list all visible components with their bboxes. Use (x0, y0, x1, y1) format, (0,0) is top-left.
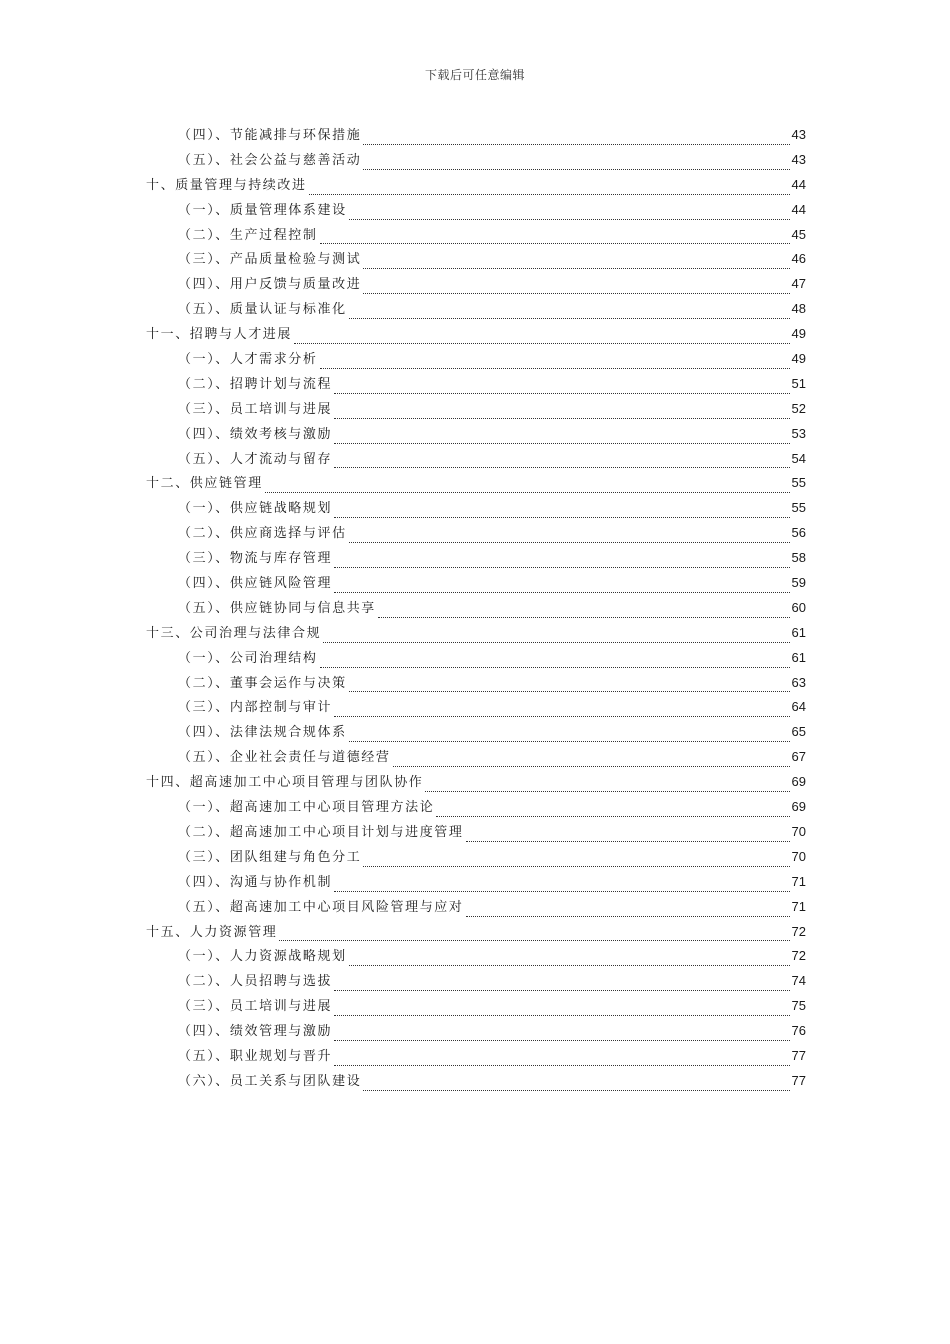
toc-dot-leader (363, 169, 789, 170)
toc-entry-page-number: 70 (791, 823, 806, 839)
toc-entry[interactable] (146, 1070, 806, 1095)
toc-entry-page-number: 61 (791, 649, 806, 665)
toc-entry-title: （三）、物流与库存管理 (178, 551, 333, 567)
toc-entry-page-number: 69 (791, 799, 806, 815)
toc-entry-title: 十五、人力资源管理 (146, 924, 278, 940)
toc-entry[interactable] (146, 846, 806, 871)
toc-entry-title: （六）、员工关系与团队建设 (178, 1073, 362, 1089)
toc-dot-leader (349, 741, 790, 742)
toc-entry[interactable] (146, 448, 806, 473)
toc-entry-page-number: 54 (791, 450, 806, 466)
toc-entry-title: 十三、公司治理与法律合规 (146, 625, 322, 641)
toc-dot-leader (334, 592, 789, 593)
toc-entry-title: （二）、人员招聘与选拔 (178, 974, 333, 990)
toc-entry-page-number: 59 (791, 575, 806, 591)
toc-entry-page-number: 49 (791, 326, 806, 342)
toc-dot-leader (363, 1090, 789, 1091)
toc-dot-leader (466, 841, 790, 842)
toc-dot-leader (349, 318, 790, 319)
toc-entry[interactable] (146, 1020, 806, 1045)
toc-entry-title: （五）、超高速加工中心项目风险管理与应对 (178, 899, 464, 915)
toc-entry-title: （一）、质量管理体系建设 (178, 202, 347, 218)
toc-entry-title: （五）、供应链协同与信息共享 (178, 600, 376, 616)
toc-entry-page-number: 60 (791, 599, 806, 615)
toc-entry-title: （二）、生产过程控制 (178, 227, 318, 243)
toc-dot-leader (334, 716, 789, 717)
toc-entry-title: （四）、沟通与协作机制 (178, 874, 333, 890)
toc-dot-leader (334, 891, 789, 892)
toc-entry-page-number: 77 (791, 1047, 806, 1063)
toc-entry-page-number: 67 (791, 749, 806, 765)
toc-dot-leader (334, 1065, 789, 1066)
toc-dot-leader (363, 144, 789, 145)
toc-dot-leader (334, 418, 789, 419)
toc-dot-leader (378, 617, 790, 618)
toc-entry[interactable] (146, 398, 806, 423)
toc-entry[interactable] (146, 771, 806, 796)
toc-entry[interactable] (146, 124, 806, 149)
toc-entry[interactable] (146, 547, 806, 572)
toc-entry[interactable] (146, 174, 806, 199)
toc-entry-title: （四）、法律法规合规体系 (178, 725, 347, 741)
toc-entry[interactable] (146, 423, 806, 448)
toc-entry-title: 十、质量管理与持续改进 (146, 177, 307, 193)
toc-entry-page-number: 56 (791, 525, 806, 541)
toc-entry-page-number: 70 (791, 848, 806, 864)
toc-entry-page-number: 51 (791, 375, 806, 391)
toc-entry[interactable] (146, 472, 806, 497)
toc-dot-leader (349, 542, 790, 543)
toc-entry-title: （四）、节能减排与环保措施 (178, 128, 362, 143)
toc-entry-title: 十四、超高速加工中心项目管理与团队协作 (146, 775, 424, 791)
toc-entry-title: （一）、供应链战略规划 (178, 501, 333, 517)
toc-entry-title: （三）、员工培训与进展 (178, 999, 333, 1015)
table-of-contents (146, 124, 806, 1095)
toc-entry-title: （三）、团队组建与角色分工 (178, 849, 362, 865)
toc-entry-page-number: 44 (791, 176, 806, 192)
toc-dot-leader (349, 691, 790, 692)
toc-entry[interactable] (146, 796, 806, 821)
toc-dot-leader (323, 642, 789, 643)
toc-entry-page-number: 61 (791, 624, 806, 640)
toc-dot-leader (334, 990, 789, 991)
toc-dot-leader (265, 492, 790, 493)
toc-entry-title: （二）、招聘计划与流程 (178, 376, 333, 392)
toc-entry-page-number: 44 (791, 201, 806, 217)
toc-entry[interactable] (146, 921, 806, 946)
toc-entry[interactable] (146, 721, 806, 746)
toc-entry[interactable] (146, 199, 806, 224)
toc-entry-title: （二）、董事会运作与决策 (178, 675, 347, 691)
toc-entry-title: （一）、人才需求分析 (178, 352, 318, 368)
toc-entry-title: （五）、人才流动与留存 (178, 451, 333, 467)
toc-entry[interactable] (146, 248, 806, 273)
toc-entry-page-number: 58 (791, 550, 806, 566)
toc-entry-title: （一）、超高速加工中心项目管理方法论 (178, 800, 435, 816)
toc-entry[interactable] (146, 896, 806, 921)
toc-entry[interactable] (146, 821, 806, 846)
toc-entry-page-number: 75 (791, 998, 806, 1014)
toc-entry[interactable] (146, 224, 806, 249)
toc-entry[interactable] (146, 497, 806, 522)
toc-dot-leader (363, 293, 789, 294)
toc-entry-page-number: 55 (791, 500, 806, 516)
toc-dot-leader (309, 194, 790, 195)
toc-dot-leader (466, 916, 790, 917)
toc-entry[interactable] (146, 273, 806, 298)
toc-entry-title: （三）、员工培训与进展 (178, 401, 333, 417)
toc-entry-title: （四）、绩效管理与激励 (178, 1024, 333, 1040)
toc-dot-leader (334, 443, 789, 444)
toc-entry-page-number: 49 (791, 351, 806, 367)
toc-entry[interactable] (146, 149, 806, 174)
toc-entry-page-number: 48 (791, 301, 806, 317)
toc-entry-page-number: 64 (791, 699, 806, 715)
toc-entry-title: （五）、职业规划与晋升 (178, 1048, 333, 1064)
toc-dot-leader (349, 965, 790, 966)
toc-entry-page-number: 72 (791, 948, 806, 964)
toc-entry[interactable] (146, 298, 806, 323)
toc-entry-page-number: 47 (791, 276, 806, 292)
toc-entry-page-number: 71 (791, 898, 806, 914)
toc-entry-page-number: 55 (791, 475, 806, 491)
toc-entry[interactable] (146, 373, 806, 398)
toc-entry-title: （一）、公司治理结构 (178, 650, 318, 666)
toc-entry-page-number: 65 (791, 724, 806, 740)
toc-entry[interactable] (146, 696, 806, 721)
toc-entry-title: 十一、招聘与人才进展 (146, 327, 293, 343)
toc-dot-leader (425, 791, 789, 792)
toc-entry-title: （一）、人力资源战略规划 (178, 949, 347, 965)
toc-entry-page-number: 74 (791, 973, 806, 989)
toc-entry-title: （四）、用户反馈与质量改进 (178, 277, 362, 293)
toc-entry-title: 十二、供应链管理 (146, 476, 263, 492)
toc-entry[interactable] (146, 348, 806, 373)
toc-entry[interactable] (146, 672, 806, 697)
toc-dot-leader (320, 243, 790, 244)
toc-dot-leader (334, 1015, 789, 1016)
toc-entry-page-number: 71 (791, 873, 806, 889)
toc-entry-page-number: 53 (791, 425, 806, 441)
toc-dot-leader (334, 567, 789, 568)
toc-entry[interactable] (146, 1045, 806, 1070)
toc-dot-leader (363, 268, 789, 269)
toc-dot-leader (279, 940, 789, 941)
toc-dot-leader (436, 816, 789, 817)
toc-entry[interactable] (146, 995, 806, 1020)
toc-entry-page-number: 63 (791, 674, 806, 690)
toc-entry[interactable] (146, 522, 806, 547)
toc-dot-leader (349, 219, 790, 220)
toc-entry-title: （三）、产品质量检验与测试 (178, 252, 362, 268)
toc-entry[interactable] (146, 970, 806, 995)
toc-entry[interactable] (146, 622, 806, 647)
toc-entry[interactable] (146, 746, 806, 771)
toc-entry-page-number: 45 (791, 226, 806, 242)
toc-entry[interactable] (146, 597, 806, 622)
toc-entry[interactable] (146, 323, 806, 348)
toc-entry-page-number: 77 (791, 1072, 806, 1088)
toc-dot-leader (393, 766, 790, 767)
toc-entry[interactable] (146, 647, 806, 672)
toc-dot-leader (334, 467, 789, 468)
toc-dot-leader (294, 343, 790, 344)
toc-dot-leader (334, 1040, 789, 1041)
toc-entry-title: （四）、绩效考核与激励 (178, 426, 333, 442)
toc-dot-leader (334, 517, 789, 518)
toc-entry-page-number: 46 (791, 251, 806, 267)
toc-entry-page-number: 72 (791, 923, 806, 939)
toc-entry-title: （五）、质量认证与标准化 (178, 302, 347, 318)
page-header: 下载后可任意编辑 (424, 68, 525, 82)
toc-entry-page-number: 43 (791, 127, 806, 142)
toc-entry-title: （四）、供应链风险管理 (178, 576, 333, 592)
toc-entry-title: （五）、企业社会责任与道德经营 (178, 750, 391, 766)
toc-dot-leader (363, 866, 789, 867)
toc-dot-leader (320, 368, 790, 369)
toc-entry-title: （二）、超高速加工中心项目计划与进度管理 (178, 824, 464, 840)
toc-entry[interactable] (146, 945, 806, 970)
toc-dot-leader (334, 393, 789, 394)
toc-entry[interactable] (146, 572, 806, 597)
toc-entry-page-number: 52 (791, 400, 806, 416)
toc-entry-page-number: 76 (791, 1023, 806, 1039)
toc-entry[interactable] (146, 871, 806, 896)
toc-entry-page-number: 69 (791, 774, 806, 790)
toc-entry-title: （二）、供应商选择与评估 (178, 526, 347, 542)
toc-entry-page-number: 43 (791, 151, 806, 167)
toc-dot-leader (320, 667, 790, 668)
toc-entry-title: （三）、内部控制与审计 (178, 700, 333, 716)
toc-entry-title: （五）、社会公益与慈善活动 (178, 152, 362, 168)
